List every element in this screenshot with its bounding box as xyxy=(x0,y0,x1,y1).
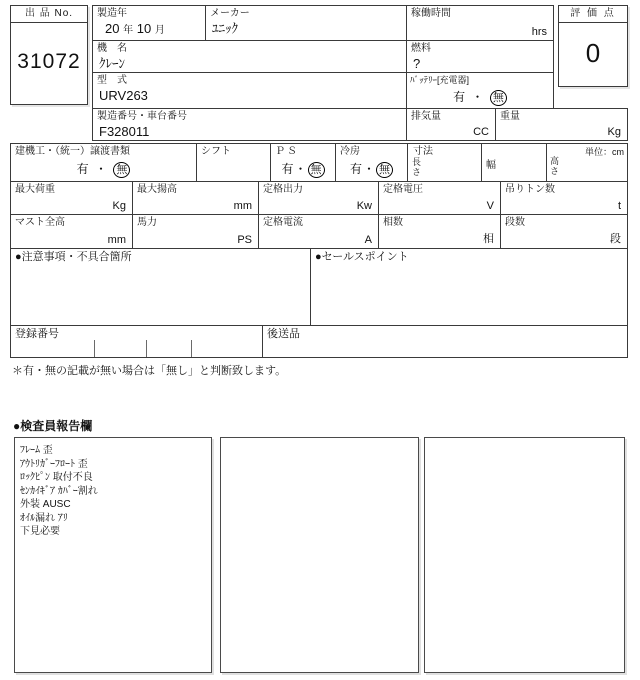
maker-cell xyxy=(205,5,407,41)
score-label: 評 価 点 xyxy=(559,6,627,23)
inspector-report-box-3 xyxy=(424,437,625,673)
disclaimer-note: ＊有・無の記載が無い場合は「無し」と判断致します。 xyxy=(12,365,287,377)
lot-number-value: 31072 xyxy=(17,50,81,73)
max-lift-height-label: 最大揚高 xyxy=(137,184,177,195)
lot-number-box xyxy=(10,5,88,105)
transfer-separator: ・ xyxy=(95,162,108,176)
transfer-no-option-circled: 無 xyxy=(113,162,130,178)
report-line: ｵｲﾙ漏れ ｱﾘ xyxy=(20,512,68,524)
max-lift-height-unit: mm xyxy=(233,200,252,212)
max-lift-height-cell xyxy=(132,181,259,215)
report-line: 外装 AUSC xyxy=(20,499,71,510)
mfg-year-value xyxy=(93,20,205,40)
power-steering-yes-no xyxy=(271,160,335,178)
stage-count-unit: 段 xyxy=(610,233,621,245)
dimension-divider-1 xyxy=(481,144,482,181)
mfg-year-cell xyxy=(92,5,206,41)
mfg-month-number: 10 xyxy=(136,21,152,36)
rated-current-unit: A xyxy=(364,234,372,246)
dimension-width-label: 幅 xyxy=(486,160,496,171)
dimension-divider-2 xyxy=(546,144,547,181)
battery-label: ﾊﾞｯﾃﾘｰ[充電器] xyxy=(410,75,470,85)
maker-label: メーカー xyxy=(210,8,250,19)
machine-name-value: ｸﾚｰﾝ xyxy=(99,56,125,71)
battery-no-option-circled: 無 xyxy=(490,90,507,106)
later-items-label: 後送品 xyxy=(267,328,300,340)
rated-output-cell xyxy=(258,181,379,215)
serial-number-value: F328011 xyxy=(99,124,150,139)
inspector-report-box-1 xyxy=(14,437,212,673)
weight-cell xyxy=(495,108,628,141)
phase-count-cell xyxy=(378,214,501,249)
shift-label: シフト xyxy=(201,146,231,157)
max-load-cell xyxy=(10,181,133,215)
rated-current-cell xyxy=(258,214,379,249)
lifting-tonnage-unit: t xyxy=(617,200,621,212)
lifting-tonnage-cell xyxy=(500,181,628,215)
operating-hours-cell xyxy=(406,5,554,41)
weight-unit: Kg xyxy=(607,126,621,138)
caution-cell xyxy=(10,248,311,326)
registration-number-label: 登録番号 xyxy=(15,328,59,340)
registration-tick-1 xyxy=(94,340,95,357)
max-load-label: 最大荷重 xyxy=(15,184,55,195)
battery-yes-no xyxy=(407,88,553,106)
stage-count-label: 段数 xyxy=(505,217,525,228)
lifting-tonnage-label: 吊りトン数 xyxy=(505,184,555,195)
phase-count-label: 相数 xyxy=(383,217,403,228)
registration-tick-2 xyxy=(146,340,147,357)
rated-current-label: 定格電流 xyxy=(263,217,303,228)
max-load-unit: Kg xyxy=(112,200,126,212)
machine-name-cell xyxy=(92,40,407,73)
ps-no-option-circled: 無 xyxy=(308,162,325,178)
registration-tick-3 xyxy=(191,340,192,357)
caution-label: ●注意事項・不具合箇所 xyxy=(15,251,132,263)
displacement-cell xyxy=(406,108,496,141)
transfer-docs-cell xyxy=(10,143,197,182)
rated-output-label: 定格出力 xyxy=(263,184,303,195)
serial-number-label: 製造番号・車台番号 xyxy=(97,111,187,122)
stage-count-cell xyxy=(500,214,628,249)
rated-output-unit: Kw xyxy=(356,200,372,212)
mfg-year-number: 20 xyxy=(105,21,120,36)
mast-height-unit: mm xyxy=(107,234,126,246)
rated-voltage-label: 定格電圧 xyxy=(383,184,423,195)
mfg-month-unit: 月 xyxy=(154,25,165,36)
operating-hours-label: 稼働時間 xyxy=(411,8,451,19)
model-value: URV263 xyxy=(99,88,148,103)
score-box xyxy=(558,5,628,87)
inspector-report-title: ●検査員報告欄 xyxy=(13,419,93,433)
horsepower-cell xyxy=(132,214,259,249)
report-line: ｾﾝｶｲｷﾞｱ ｶﾊﾞｰ割れ xyxy=(20,485,98,497)
battery-cell xyxy=(406,72,554,109)
registration-number-cell xyxy=(10,325,263,358)
fuel-cell xyxy=(406,40,554,73)
sales-point-cell xyxy=(310,248,628,326)
transfer-docs-label: 建機工・（統一）譲渡書類 xyxy=(15,146,130,157)
inspector-report-box-2 xyxy=(220,437,419,673)
dimensions-label: 寸法 xyxy=(413,146,433,157)
report-line: ｱｳﾄﾘｶﾞｰﾌﾛｰﾄ 歪 xyxy=(20,458,88,470)
dimensions-unit-note: 単位：cm xyxy=(585,147,624,157)
transfer-yes-option: 有 xyxy=(76,162,89,176)
battery-separator: ・ xyxy=(471,90,484,104)
score-value: 0 xyxy=(585,37,601,68)
ps-separator: ・ xyxy=(294,162,307,176)
weight-label: 重量 xyxy=(500,111,520,122)
maker-value: ﾕﾆｯｸ xyxy=(212,21,238,36)
cooling-yes-no xyxy=(336,160,407,178)
mast-height-cell xyxy=(10,214,133,249)
horsepower-unit: PS xyxy=(237,234,252,246)
power-steering-label: ＰＳ xyxy=(275,146,299,157)
dimension-height-label: 高さ xyxy=(550,156,560,176)
displacement-unit: CC xyxy=(473,126,489,138)
lot-number-label: 出 品 No. xyxy=(11,6,87,23)
displacement-label: 排気量 xyxy=(411,111,441,122)
report-line: 下見必要 xyxy=(20,526,60,537)
horsepower-label: 馬力 xyxy=(137,217,157,228)
ps-yes-option: 有 xyxy=(281,162,294,176)
phase-count-unit: 相 xyxy=(483,233,494,245)
model-cell xyxy=(92,72,407,109)
rated-voltage-unit: V xyxy=(486,200,494,212)
operating-hours-unit: hrs xyxy=(531,26,547,38)
battery-yes-option: 有 xyxy=(453,90,466,104)
dimensions-cell xyxy=(407,143,628,182)
dimension-length-label: 長さ xyxy=(412,157,422,177)
rated-voltage-cell xyxy=(378,181,501,215)
cooling-separator: ・ xyxy=(363,162,376,176)
mfg-year-label: 製造年 xyxy=(97,8,127,19)
model-label: 型 式 xyxy=(97,75,127,86)
cooling-cell xyxy=(335,143,408,182)
fuel-value: ? xyxy=(413,56,421,71)
later-items-cell xyxy=(262,325,628,358)
shift-cell xyxy=(196,143,271,182)
report-line: ﾌﾚｰﾑ 歪 xyxy=(20,445,53,456)
sales-point-label: ●セールスポイント xyxy=(315,251,409,263)
fuel-label: 燃料 xyxy=(411,43,431,54)
mfg-year-unit: 年 xyxy=(123,25,134,36)
cooling-no-option-circled: 無 xyxy=(376,162,393,178)
report-line: ﾛｯｸﾋﾟﾝ 取付不良 xyxy=(20,472,93,483)
power-steering-cell xyxy=(270,143,336,182)
serial-number-cell xyxy=(92,108,407,141)
mast-height-label: マスト全高 xyxy=(15,217,65,228)
cooling-yes-option: 有 xyxy=(349,162,362,176)
machine-name-label: 機 名 xyxy=(97,43,127,54)
cooling-label: 冷房 xyxy=(340,146,360,157)
transfer-docs-yes-no xyxy=(11,160,196,178)
